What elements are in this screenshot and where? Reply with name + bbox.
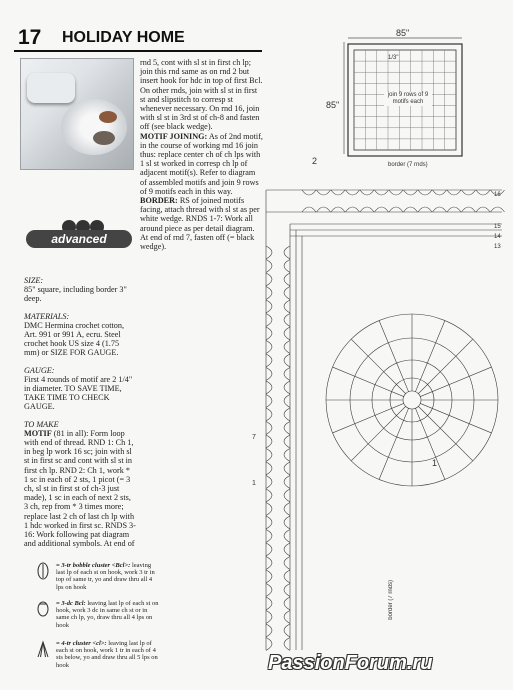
dc-bobble-icon (36, 600, 50, 618)
symbol-legend-item (40, 640, 160, 669)
assembly-note: join 9 rows of 9 motifs each (384, 92, 432, 106)
rnd-7-label: 7 (252, 434, 256, 441)
border-rnds-label: border (7 rnds) (388, 580, 394, 620)
gauge-label: GAUGE: (24, 365, 55, 375)
rnd-16-label: 16 (494, 192, 501, 198)
border-paragraph (140, 196, 263, 251)
symbol-legend-item (40, 562, 160, 591)
border-head: BORDER: (140, 196, 178, 206)
border-text: RS of joined motifs facing, attach thread with sl st as per white wedge. RNDS 1-7: Work all around piece as per detail diagram. At end of rnd 7, fasten off (= black wedge). (140, 196, 260, 252)
joining-paragraph (140, 132, 263, 196)
motif-text: (81 in all): Form loop with end of thread. RND 1: Ch 1, in beg lp work 16 sc; join with sl st in first sc and cont with sl st in first ch lp. RND 2: Ch 1, work * 1 sc in each of 2 sts, 1 picot (= 3 ch, sl st in first st of ch-3 just made), 1 sc in each of next 2 sts, 3 ch, rep from * 3 times more; replace last 2 ch of last ch lp with 1 hdc worked in first sc. RNDS 3-16: Work following pat diagram and additional symbols. At end of (24, 428, 136, 549)
rnd-14-label: 14 (494, 234, 501, 240)
symbol-name: = 3-dc Bcl: (56, 600, 86, 607)
watermark-text: PassionForum.ru (268, 652, 433, 674)
motif-head: MOTIF (24, 428, 52, 438)
difficulty-badge (26, 220, 134, 262)
bobble-cluster-icon (36, 562, 50, 580)
page-header (14, 26, 262, 52)
rnd-13-label: 13 (494, 244, 501, 250)
joining-head: MOTIF JOINING: (140, 131, 208, 141)
pattern-number: 17 (18, 26, 42, 49)
project-photo (20, 58, 134, 170)
gauge-text: First 4 rounds of motif are 2 1/4" in diameter. TO SAVE TIME, TAKE TIME TO CHECK GAUGE. (24, 374, 133, 412)
materials-text: DMC Hermina crochet cotton, Art. 991 or 991 A, ecru. Steel crochet hook US size 4 (1.75 mm) or SIZE FOR GAUGE. (24, 320, 125, 358)
motif-continued-text: rnd 5, cont with sl st in first ch lp; join this rnd same as on rnd 2 but insert hook for hdc in top of first Bcl. On other rnds, join with sl st in first st and slipstitch to corresp st whenever necessary. On rnd 16, join with sl st in 3rd st of ch-8 and fasten off (see black wedge). (140, 58, 263, 132)
top-dimension: 85" (396, 28, 410, 38)
assembly-diagram (326, 28, 470, 168)
crochet-chart (252, 150, 510, 660)
symbol-desc: leaving last lp of each st on hook, work 3 dc in same ch st or in same ch lp, yo, draw thru all 4 lps on hook (56, 600, 159, 629)
size-label: SIZE: (24, 276, 44, 285)
to-make-label: TO MAKE (24, 419, 59, 429)
chart-drawing (262, 150, 510, 660)
small-dimension: 1/3" (388, 55, 399, 61)
symbol-name: = 3-tr bobble cluster <Bcl>: (56, 562, 131, 569)
symbol-desc: leaving last lp of each st on hook, work 3 tr in top of same tr, yo and draw thru all 4 lps on hook (56, 562, 155, 591)
instructions-mid-column (140, 58, 263, 251)
symbol-desc: leaving last lp of each st on hook, work 1 tr in each of 4 sts below, yo and draw thru all 5 lps on hook (56, 640, 158, 669)
joining-text: As of 2nd motif, in the course of working rnd 16 join thus: replace center ch of ch lps with 1 sl st worked in corresp ch lp of adjacent motif(s). Refer to diagram of assembled motifs and join 9 rows of 9 motifs each in this way. (140, 131, 263, 196)
materials-label: MATERIALS: (24, 311, 70, 321)
side-dimension: 85" (326, 100, 340, 110)
row-label-1: 1 (432, 458, 438, 468)
symbol-legend-item (40, 600, 160, 629)
instructions-left-column (24, 268, 136, 548)
pattern-title: HOLIDAY HOME (62, 29, 185, 46)
assembly-border-note: border (7 rnds) (388, 162, 428, 168)
rnd-1-label: 1 (252, 480, 256, 487)
size-text: 85" square, including border 3" deep. (24, 285, 127, 304)
rnd-15-label: 15 (494, 224, 501, 230)
difficulty-label: advanced (26, 230, 132, 248)
row-label-2: 2 (312, 156, 318, 166)
symbol-name: = 4-tr cluster <cl>: (56, 640, 107, 647)
motif-paragraph (24, 429, 136, 549)
tr-cluster-icon (36, 640, 50, 658)
